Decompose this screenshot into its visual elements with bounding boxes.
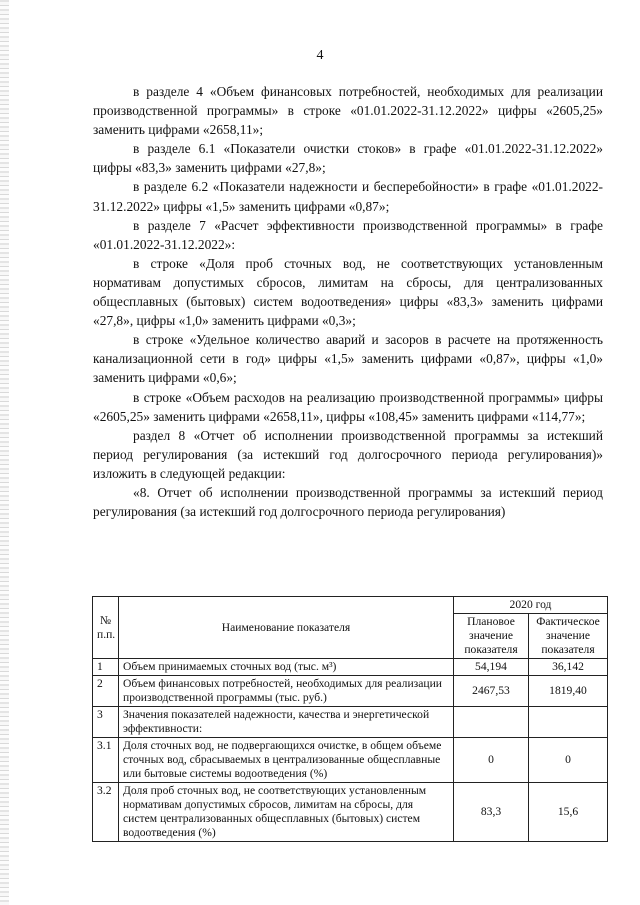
table-row bbox=[93, 659, 608, 676]
row-fact: 15,6 bbox=[529, 783, 608, 842]
scan-edge bbox=[0, 0, 9, 905]
paragraph: в разделе 4 «Объем финансовых потребностей, необходимых для реализации производственной программы» в строке «01.01.2022-31.12.2022» цифры «2605,25» заменить цифрами «2658,11»; bbox=[93, 84, 603, 138]
header-plan: Плановое значение показателя bbox=[454, 614, 529, 659]
row-name: Объем финансовых потребностей, необходимых для реализации производственной программы (тыс. руб.) bbox=[119, 676, 454, 707]
row-fact: 1819,40 bbox=[529, 676, 608, 707]
row-number: 3 bbox=[93, 707, 119, 738]
report-table bbox=[92, 596, 608, 842]
paragraph: в строке «Удельное количество аварий и засоров в расчете на протяженность канализационной сети в год» цифры «1,5» заменить цифрами «0,87», цифры «1,0» заменить цифрами «0,6»; bbox=[93, 332, 603, 386]
table-row bbox=[93, 783, 608, 842]
paragraph: раздел 8 «Отчет об исполнении производственной программы за истекший период регулирования (за истекший год долгосрочного периода регулирования)» изложить в следующей редакции: bbox=[93, 427, 603, 481]
row-name: Доля проб сточных вод, не соответствующих установленным нормативам допустимых сбросов, лимитам на сбросы, для систем централизованных общесплавных (бытовых) систем водоотведения (%) bbox=[119, 783, 454, 842]
page-number: 4 bbox=[316, 48, 324, 63]
row-fact: 36,142 bbox=[529, 659, 608, 676]
paragraph: в разделе 6.2 «Показатели надежности и бесперебойности» в графе «01.01.2022-31.12.2022» цифры «1,5» заменить цифрами «0,87»; bbox=[93, 179, 603, 214]
row-plan: 0 bbox=[454, 738, 529, 783]
row-name: Объем принимаемых сточных вод (тыс. м³) bbox=[119, 659, 454, 676]
paragraph: в строке «Объем расходов на реализацию производственной программы» цифры «2605,25» заменить цифрами «2658,11», цифры «108,45» заменить цифрами «114,77»; bbox=[93, 389, 603, 424]
row-plan: 83,3 bbox=[454, 783, 529, 842]
row-name: Доля сточных вод, не подвергающихся очистке, в общем объеме сточных вод, сбрасываемых в централизованные общесплавные или бытовые системы водоотведения (%) bbox=[119, 738, 454, 783]
row-fact bbox=[529, 707, 608, 738]
table-row bbox=[93, 738, 608, 783]
paragraph: в разделе 7 «Расчет эффективности производственной программы» в графе «01.01.2022-31.12.2022»: bbox=[93, 217, 603, 252]
document-body bbox=[93, 82, 603, 521]
header-fact: Фактическое значение показателя bbox=[529, 614, 608, 659]
row-number: 1 bbox=[93, 659, 119, 676]
paragraph: «8. Отчет об исполнении производственной программы за истекший период регулирования (за истекший год долгосрочного периода регулирования) bbox=[93, 484, 603, 520]
row-plan bbox=[454, 707, 529, 738]
header-year: 2020 год bbox=[454, 597, 608, 614]
row-name: Значения показателей надежности, качества и энергетической эффективности: bbox=[119, 707, 454, 738]
row-plan: 2467,53 bbox=[454, 676, 529, 707]
row-fact: 0 bbox=[529, 738, 608, 783]
table-row bbox=[93, 707, 608, 738]
row-number: 2 bbox=[93, 676, 119, 707]
header-name: Наименование показателя bbox=[119, 597, 454, 659]
row-number: 3.1 bbox=[93, 738, 119, 783]
paragraph: в разделе 6.1 «Показатели очистки стоков» в графе «01.01.2022-31.12.2022» цифры «83,3» заменить цифрами «27,8»; bbox=[93, 141, 603, 176]
row-number: 3.2 bbox=[93, 783, 119, 842]
paragraph: в строке «Доля проб сточных вод, не соответствующих установленным нормативам допустимых сбросов, лимитам на сбросы, для централизованных общесплавных (бытовых) систем водоотведения» цифры «83,3» заменить цифрами «27,8», цифры «1,0» заменить цифрами «0,3»; bbox=[93, 255, 603, 329]
header-number: № п.п. bbox=[93, 597, 119, 659]
row-plan: 54,194 bbox=[454, 659, 529, 676]
table-row bbox=[93, 676, 608, 707]
